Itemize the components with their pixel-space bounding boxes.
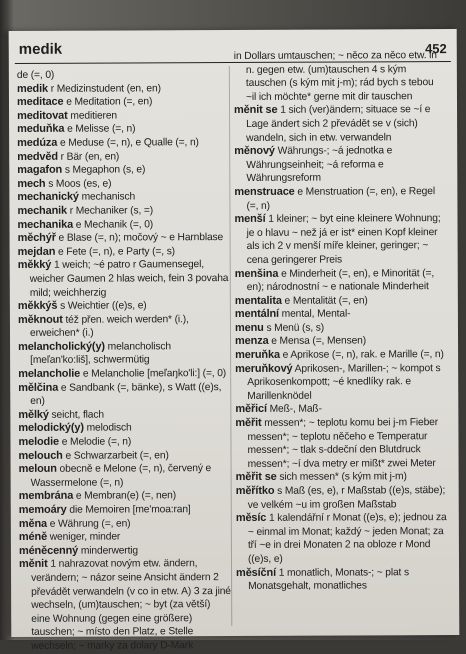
entry-definition: de (=, 0) [16, 69, 55, 81]
dictionary-entry [19, 517, 231, 532]
dictionary-entry [19, 462, 231, 490]
entry-headword: menstruace [234, 185, 295, 198]
entry-headword: měřit [235, 416, 262, 430]
entry-definition: 1 monatlich, Monats-; ~ plat s Monatsgehalt, monatliches [248, 566, 409, 593]
dictionary-entry [17, 204, 229, 219]
entry-headword: mělčina [18, 381, 59, 394]
entry-headword: meditovat [17, 109, 68, 122]
entry-definition: obecně e Melone (=, n), červený e Wassermelone (=, n) [30, 463, 212, 489]
entry-definition: s Moos (es, e) [48, 178, 112, 190]
dictionary-entry [18, 367, 230, 382]
entry-headword: mechanika [17, 218, 74, 231]
entry-headword: měnový [234, 144, 275, 158]
dictionary-entry [19, 449, 231, 464]
entry-headword: melancholie [18, 367, 81, 381]
entry-definition: e Aprikose (=, n), rak. e Marille (=, n) [282, 349, 444, 361]
entry-definition: mechanisch [81, 191, 136, 204]
entry-headword: měřit se [235, 471, 277, 484]
dictionary-entry [18, 381, 230, 409]
dictionary-entry [18, 258, 230, 300]
entry-definition: e Membran(e) (=, nen) [75, 490, 177, 503]
dictionary-entry [18, 313, 230, 341]
entry-headword: menšina [234, 267, 279, 280]
entry-headword: měknout [17, 313, 63, 326]
dictionary-entry [18, 340, 230, 368]
entry-headword: mechanický [17, 191, 79, 204]
entry-definition: r Mechaniker (s, =) [69, 205, 154, 217]
dictionary-entry [19, 544, 231, 559]
dictionary-entry [235, 416, 447, 471]
entry-definition: e Mentalität (=, en) [284, 295, 368, 307]
entry-headword: měřicí [235, 403, 267, 416]
entry-headword: měchýř [17, 231, 56, 245]
entry-definition: e Mensa (=, Mensen) [271, 335, 367, 348]
entry-definition: minderwertig [80, 545, 139, 557]
header-guide-word: medik [18, 40, 63, 58]
entry-definition: meditieren [70, 110, 117, 122]
entry-headword: méně [18, 531, 48, 544]
entry-definition: r Bär (en, en) [60, 151, 120, 163]
dictionary-page [9, 29, 460, 652]
entry-definition: e Meditation (=, en) [66, 96, 153, 108]
dictionary-entry [17, 95, 229, 110]
entry-definition: e Währung (=, en) [49, 518, 131, 530]
dictionary-entry [17, 150, 229, 165]
dictionary-entry [17, 68, 229, 83]
dictionary-entry [18, 231, 230, 246]
entry-definition: e Melodie (=, n) [61, 436, 132, 448]
right-column [234, 49, 448, 594]
entry-definition: weniger, minder [49, 531, 121, 543]
entry-headword: melodický(y) [18, 422, 84, 435]
dictionary-entry [17, 190, 229, 205]
entry-headword: meditace [16, 95, 64, 109]
entry-headword: meduňka [17, 123, 65, 136]
dictionary-entry [235, 348, 447, 363]
entry-definition: s Megaphon (s, e) [64, 164, 146, 176]
entry-headword: membrána [18, 490, 74, 503]
entry-headword: měřítko [235, 484, 275, 497]
entry-definition: r Medizinstudent (en, en) [50, 82, 161, 95]
entry-headword: mentalita [234, 294, 282, 307]
entry-headword: meruňkový [235, 362, 293, 375]
entry-definition: e Fete (=, n), e Party (=, s) [57, 245, 175, 258]
entry-headword: mechanik [17, 204, 68, 217]
entry-headword: menza [235, 335, 269, 348]
entry-definition: mental, Mental- [281, 308, 351, 321]
entry-headword: měkký [17, 259, 52, 272]
dictionary-entry [17, 136, 229, 151]
dictionary-entry [234, 185, 446, 213]
dictionary-entry [234, 144, 446, 186]
dictionary-entry [19, 557, 231, 653]
left-column [17, 68, 232, 653]
entry-headword: mech [17, 177, 46, 190]
entry-headword: melouch [18, 449, 63, 462]
entry-definition: s Maß (es, e), r Maßstab ((e)s, stäbe); ve velkém ~u im großen Maßstab [247, 485, 446, 511]
entry-headword: méněcenný [18, 544, 79, 557]
entry-headword: měsíc [235, 512, 267, 525]
dictionary-entry [18, 435, 230, 450]
entry-definition: 1 kleiner; ~ byt eine kleinere Wohnung; je o hlavu ~ než já er ist* einen Kopf kleiner als ich 2 v menší míře kleiner, geringer; ~ cena geringerer Preis [246, 213, 441, 266]
entry-headword: medvěd [17, 150, 58, 163]
dictionary-entry [17, 218, 229, 233]
entry-definition: e Blase (=, n); močový ~ e Harnblase [58, 232, 224, 244]
entry-definition: 1 sich (ver)ändern; situace se ~í e Lage ändert sich 2 převádět se v (sich) wandeln, sich in etw. verwandeln [246, 104, 431, 144]
entry-definition: Meß-, Maß- [269, 404, 322, 416]
entry-headword: měkkýš [17, 299, 58, 313]
entry-headword: melancholický(y) [18, 340, 105, 353]
dictionary-entry [236, 566, 448, 594]
dictionary-entry [236, 484, 448, 512]
dictionary-entry [17, 163, 229, 178]
dictionary-entry [17, 109, 229, 124]
dictionary-entry [17, 177, 229, 192]
entry-headword: meloun [18, 462, 57, 476]
entry-headword: mentální [234, 308, 279, 321]
entry-definition: Währungs-; ~á jednotka e Währungseinheit; ~á reforma e Währungsreform [246, 145, 393, 185]
entry-headword: medik [16, 82, 49, 95]
entry-definition: 1 weich; ~é patro r Gaumensegel, weicher Gaumen 2 hlas weich, fein 3 povaha mild; weichherzig [29, 259, 229, 299]
entry-definition: 1 nahrazovat novým etw. ändern, verändern; ~ názor seine Ansicht ändern 2 převádět verwandeln (v co in etw. A) 3 za jiné wechseln, (um)tauschen; ~ byt (za větší) eine Wohnung (gegen eine größere) tauschen; ~ místo den Platz, e Stelle wechseln; ~ marky za dolary D-Mark [31, 558, 231, 652]
dictionary-entry [235, 321, 447, 336]
entry-definition: sich messen* (s kým mit j-m) [279, 471, 407, 484]
entry-headword: měna [18, 517, 47, 530]
dictionary-entry [235, 294, 447, 309]
entry-definition: messen*; ~ teplotu komu bei j-m Fieber messen*; ~ teplotu něčeho e Temperatur messen*; ~ tlak s-ddeční den Blutdruck messen*; ~í dva metry er mißt* zwei Meter [247, 417, 439, 470]
entry-definition: e Schwarzarbeit (=, en) [65, 449, 169, 462]
dictionary-entry [234, 49, 446, 104]
entry-headword: medúza [17, 136, 58, 149]
dictionary-entry [234, 212, 446, 267]
entry-headword: mělký [18, 408, 49, 421]
entry-headword: melodie [18, 435, 60, 448]
dictionary-entry [234, 103, 446, 145]
entry-definition: e Melisse (=, n) [67, 123, 136, 136]
dictionary-entry [235, 307, 447, 322]
entry-headword: měnit se [234, 104, 278, 117]
dictionary-entry [235, 362, 447, 404]
entry-headword: memoáry [18, 503, 67, 516]
entry-headword: měnit [18, 558, 48, 571]
dictionary-entry [18, 421, 230, 436]
entry-definition: die Memoiren [me'moa:ran] [69, 504, 191, 516]
dictionary-entry [17, 122, 229, 137]
entry-definition: e Meduse (=, n), e Qualle (=, n) [59, 137, 199, 149]
entry-definition: seicht, flach [51, 409, 104, 421]
entry-definition: též přen. weich werden* (i.), erweichen* (i.) [29, 313, 189, 340]
entry-definition: e Melancholie [meľaŋko'li:] (=, 0) [82, 368, 227, 380]
entry-definition: 1 kalendářní r Monat ((e)s, e); jednou za ~ einmal im Monat; každý ~ jeden Monat; za tří ~e in drei Monaten 2 na obloze r Mond ((e)s, e) [247, 512, 447, 565]
dictionary-entry [236, 511, 448, 566]
dictionary-entry [235, 335, 447, 350]
entry-headword: mejdan [17, 245, 56, 258]
entry-definition: in Dollars umtauschen; ~ něco za něco etw. in n. gegen etw. (um)tauschen 4 s kým tauschen (s kým mit j-m); rád bych s tebou ~il ich möchte* gerne mit dir tauschen [233, 50, 437, 103]
entry-definition: s Weichtier ((e)s, e) [60, 300, 147, 312]
entry-headword: meruňka [235, 348, 280, 362]
dictionary-entry [236, 470, 448, 485]
entry-definition: Aprikosen-, Marillen-; ~ kompot s Aprikosenkompott; ~é knedlíky rak. e Marillenknödel [247, 362, 441, 402]
entry-headword: měsíční [236, 566, 276, 579]
dictionary-entry [235, 403, 447, 418]
entry-headword: magafon [17, 163, 63, 177]
dictionary-entry [19, 489, 231, 504]
entry-definition: e Minderheit (=, en), e Minorität (=, en); národnostní ~ e nationale Minderheit [246, 267, 435, 294]
dictionary-entry [19, 530, 231, 545]
entry-definition: melodisch [86, 422, 132, 435]
entry-definition: melancholisch [meľan'ko:liš], schwermütig [30, 341, 171, 367]
entry-definition: s Menü (s, s) [266, 322, 325, 334]
entry-headword: menu [234, 321, 264, 334]
entry-headword: menší [234, 212, 266, 226]
dictionary-entry [18, 408, 230, 423]
entry-definition: e Mechanik (=, 0) [75, 218, 154, 231]
entry-definition: e Menstruation (=, en), e Regel (=, n) [246, 186, 435, 212]
page-number: 452 [425, 41, 447, 57]
dictionary-entry [18, 299, 230, 314]
dictionary-entry [19, 503, 231, 518]
dictionary-entry [17, 82, 229, 97]
dictionary-entry [18, 245, 230, 260]
dictionary-entry [235, 267, 447, 295]
entry-definition: e Sandbank (=, bänke), s Watt ((e)s, en) [30, 381, 222, 408]
